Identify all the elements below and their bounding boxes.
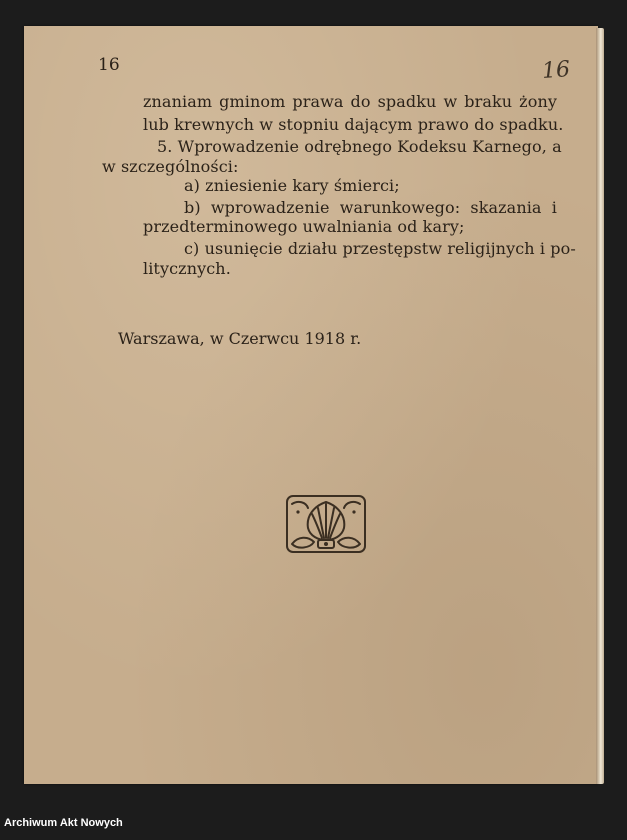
text-line-2: lub krewnych w stopniu dającym prawo do spadku. bbox=[143, 115, 564, 134]
text-line-5: a) zniesienie kary śmierci; bbox=[184, 176, 400, 195]
decorative-ornament-icon bbox=[284, 492, 368, 556]
text-line-6: b) wprowadzenie warunkowego: skazania i bbox=[184, 198, 557, 217]
text-line-4: w szczególności: bbox=[102, 157, 239, 176]
page-number: 16 bbox=[98, 55, 120, 75]
signoff-place-date: Warszawa, w Czerwcu 1918 r. bbox=[118, 329, 362, 348]
text-line-3: 5. Wprowadzenie odrębnego Kodeksu Karnego, a bbox=[157, 137, 562, 156]
text-line-7: przedterminowego uwalniania od kary; bbox=[143, 217, 465, 236]
archive-label: Archiwum Akt Nowych bbox=[4, 817, 123, 829]
handwritten-folio-number: 16 bbox=[541, 57, 571, 84]
text-line-8: c) usunięcie działu przestępstw religijnych i po- bbox=[184, 239, 576, 258]
text-line-1: znaniam gminom prawa do spadku w braku żony bbox=[143, 92, 557, 111]
text-line-9: litycznych. bbox=[143, 259, 231, 278]
page-edge bbox=[596, 28, 604, 784]
